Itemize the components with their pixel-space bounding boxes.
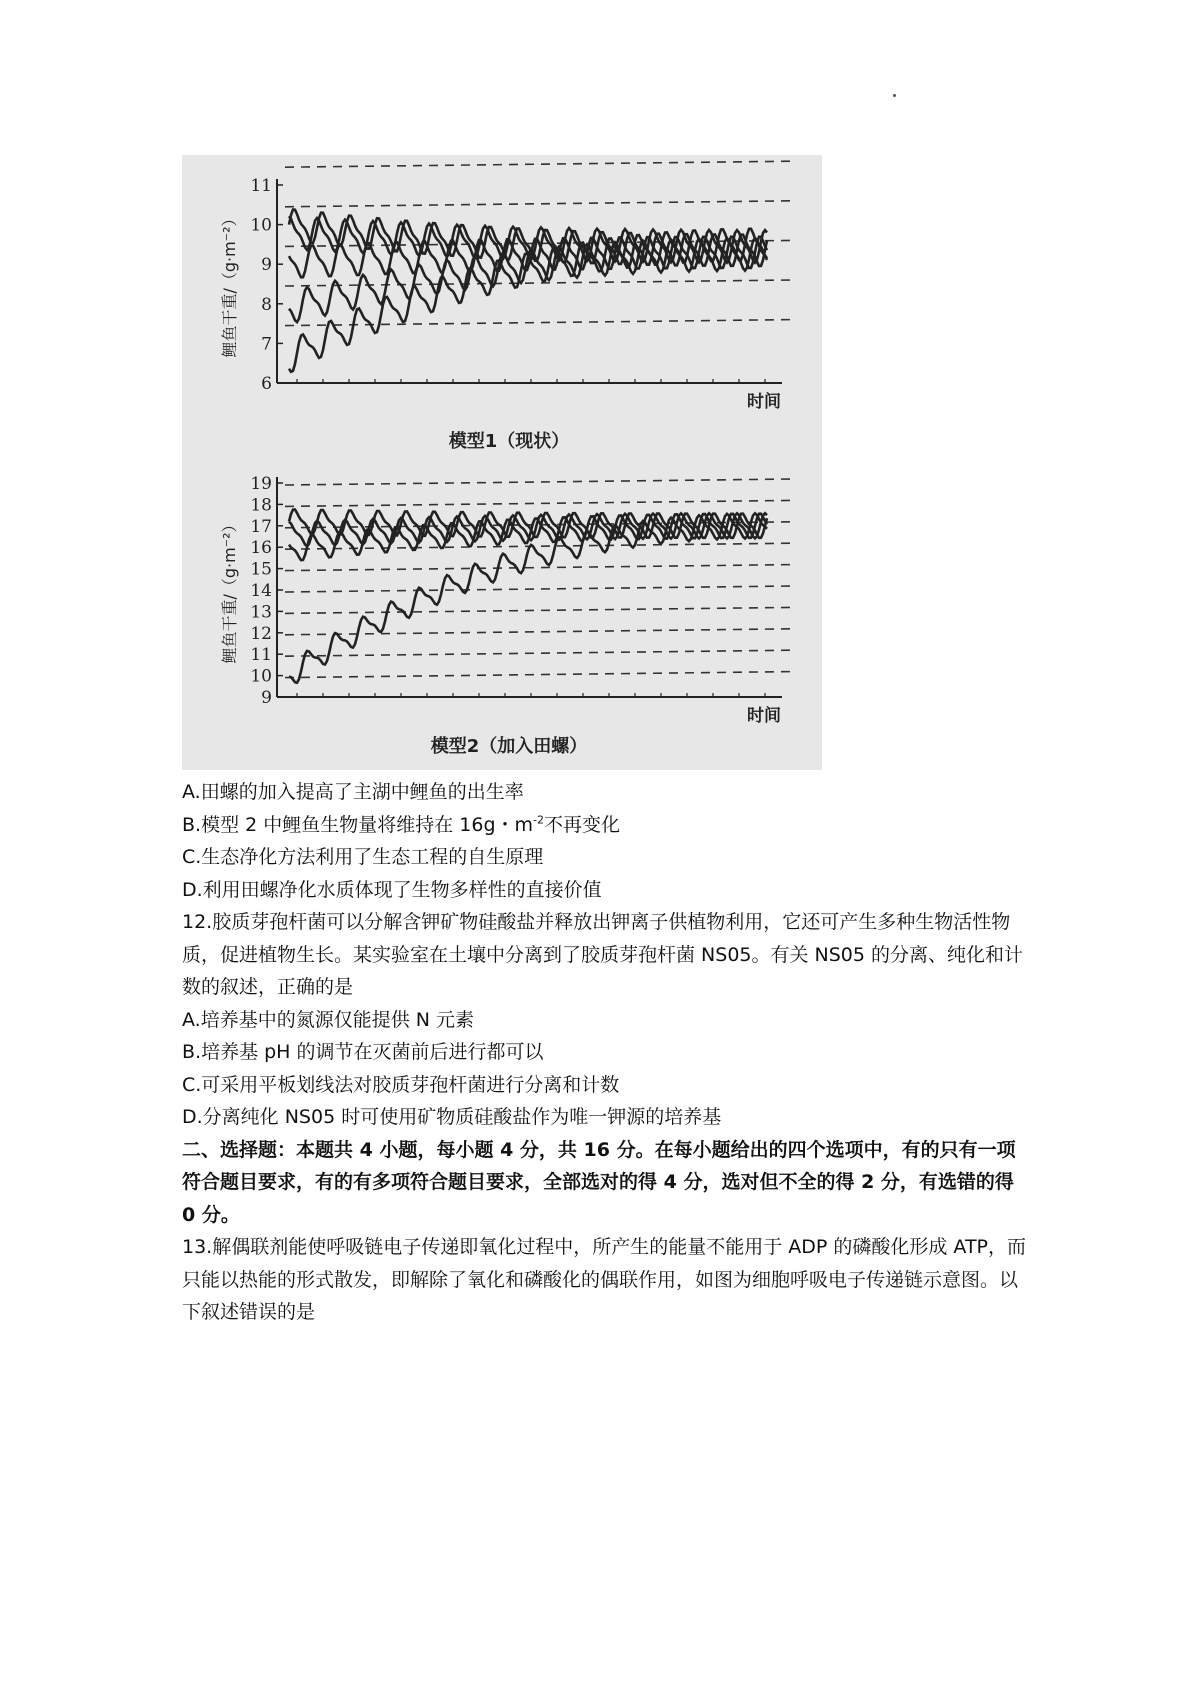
y-tick-label: 17 [250, 516, 272, 537]
y-tick-label: 11 [250, 176, 272, 196]
q12-option-a: A.培养基中的氮源仅能提供 N 元素 [182, 1008, 474, 1031]
q11-option-c: C.生态净化方法利用了生态工程的自生原理 [182, 846, 544, 868]
reference-line [285, 500, 792, 506]
reference-line [285, 320, 792, 326]
speck [893, 94, 896, 97]
reference-line [285, 201, 792, 207]
y-tick-label: 7 [261, 334, 272, 355]
y-tick-label: 12 [250, 623, 272, 644]
q11-option-b: B.模型 2 中鲤鱼生物量将维持在 16g・$m^{-2}$不再变化 [182, 813, 621, 836]
reference-line [285, 479, 792, 485]
q11-option-a: A.田螺的加入提高了主湖中鲤鱼的出生率 [182, 781, 524, 803]
q12-option-c: C.可采用平板划线法对胶质芽孢杆菌进行分离和计数 [182, 1073, 620, 1096]
chart-title: 模型1（现状） [448, 431, 570, 452]
y-tick-label: 8 [261, 294, 272, 315]
y-tick-label: 6 [261, 374, 272, 394]
y-tick-label: 9 [261, 688, 272, 708]
y-tick-label: 10 [250, 215, 272, 236]
figure-models [182, 155, 822, 770]
y-tick-label: 13 [250, 602, 272, 623]
y-tick-label: 14 [250, 581, 272, 601]
q13-stem: 13.解偶联剂能使呼吸链电子传递即氧化过程中，所产生的能量不能用于 ADP 的磷酸化形成 ATP，而只能以热能的形式散发，即解除了氧化和磷酸化的偶联作用，如图为细胞呼吸电子传递链示意图。以下叙述错误的是 [182, 1236, 1027, 1323]
y-tick-label: 18 [250, 495, 272, 516]
reference-line [285, 161, 792, 167]
y-axis-label: 鲤鱼干重/（g·m⁻²） [220, 516, 239, 664]
y-tick-label: 15 [250, 559, 272, 580]
reference-line [285, 607, 792, 613]
section-2-heading: 二、选择题：本题共 4 小题，每小题 4 分，共 16 分。在每小题给出的四个选项中，有的只有一项符合题目要求，有的有多项符合题目要求，全部选对的得 4 分，选对但不全的得 2 分，有选错的得 0 分。 [182, 1138, 1016, 1226]
chart-title: 模型2（加入田螺） [430, 736, 588, 757]
y-tick-label: 11 [250, 645, 272, 666]
y-tick-label: 10 [250, 666, 272, 687]
question-text [182, 776, 1027, 1329]
x-axis-label: 时间 [747, 392, 781, 412]
y-axis-label: 鲤鱼干重/（g·m⁻²） [220, 210, 239, 358]
y-tick-label: 9 [261, 255, 272, 276]
x-axis-label: 时间 [747, 706, 781, 726]
superscript: -2 [533, 813, 544, 827]
y-tick-label: 16 [250, 538, 272, 559]
q12-option-d: D.分离纯化 NS05 时可使用矿物质硅酸盐作为唯一钾源的培养基 [182, 1106, 722, 1128]
reference-line [285, 650, 792, 656]
q12-stem: 12.胶质芽孢杆菌可以分解含钾矿物硅酸盐并释放出钾离子供植物利用，它还可产生多种生物活性物质，促进植物生长。某实验室在土壤中分离到了胶质芽孢杆菌 NS05。有关 NS05 的分离、纯化和计数的叙述，正确的是 [182, 911, 1024, 998]
y-tick-label: 19 [250, 474, 272, 494]
q11-option-d: D.利用田螺净化水质体现了生物多样性的直接价值 [182, 878, 602, 901]
q12-option-b: B.培养基 pH 的调节在灭菌前后进行都可以 [182, 1041, 544, 1063]
reference-line [285, 586, 792, 592]
model-charts [182, 155, 822, 770]
reference-line [285, 629, 792, 635]
reference-line [285, 672, 792, 678]
reference-line [285, 565, 792, 571]
